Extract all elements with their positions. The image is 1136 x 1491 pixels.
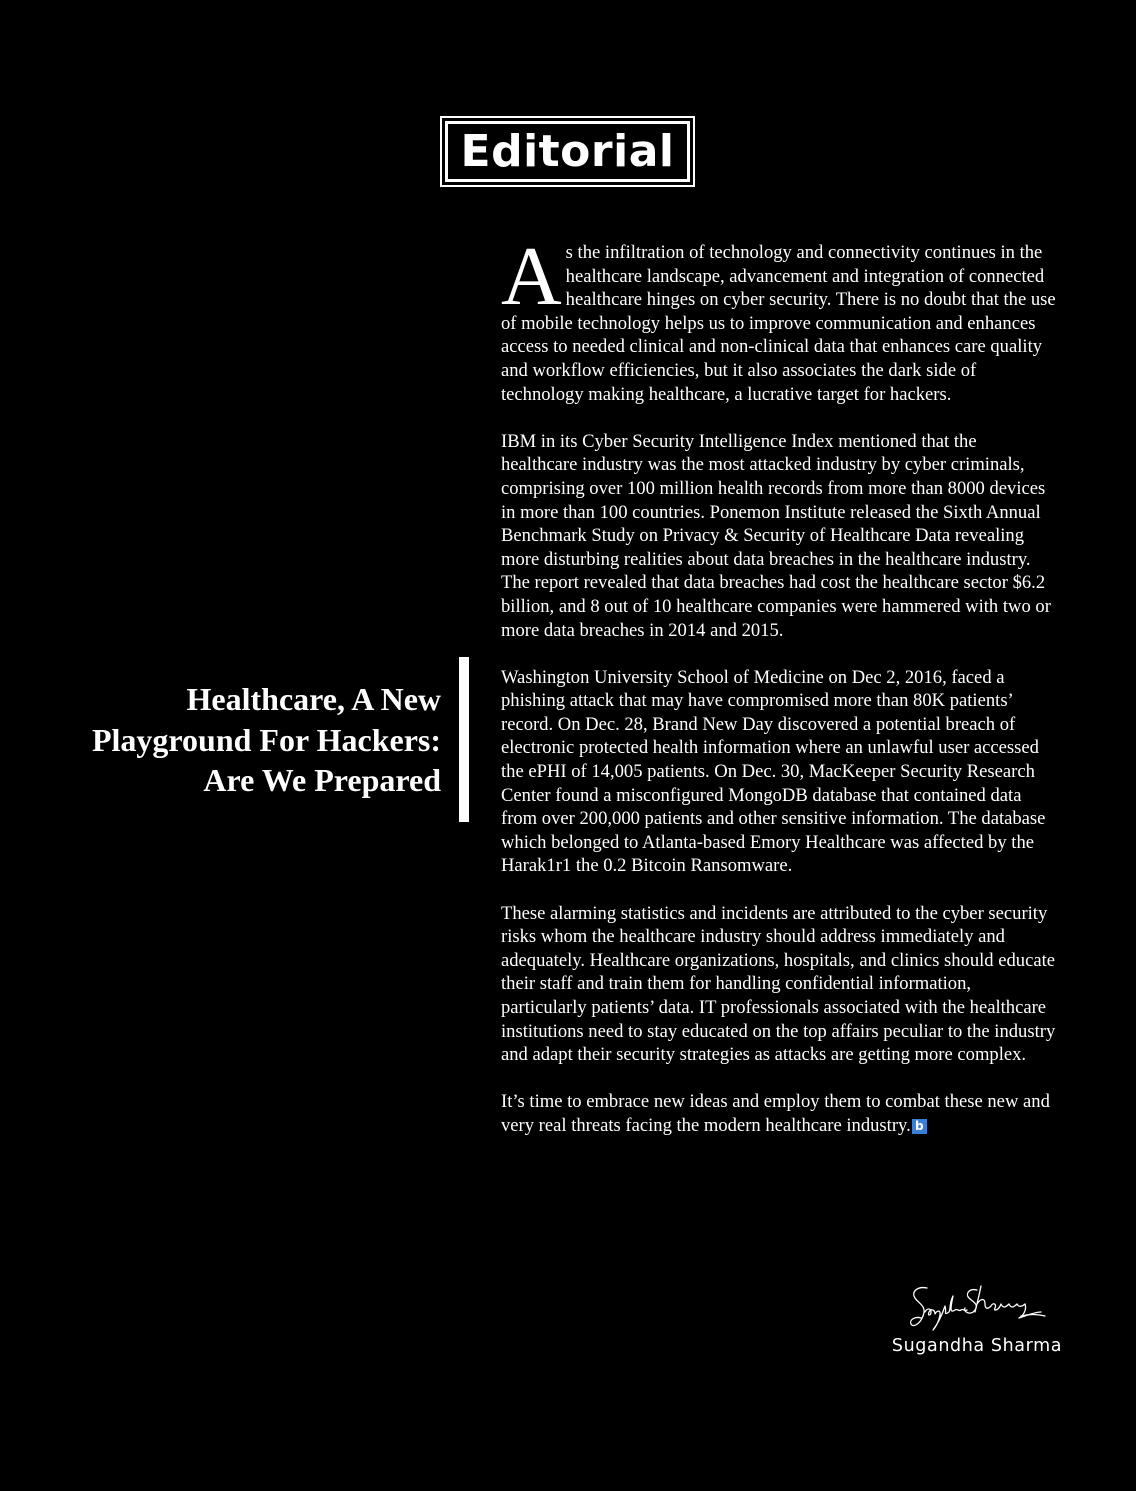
paragraph-5-text: It’s time to embrace new ideas and employ them to combat these new and very real threats facing the modern healthcare industry. — [501, 1091, 1050, 1136]
article-paragraph-3: Washington University School of Medicine on Dec 2, 2016, faced a phishing attack that may have compromised more than 80K patients’ record. On Dec. 28, Brand New Day discovered a potential breach of electronic protected health information where an unlawful user accessed the ePHI of 14,005 patients. On Dec. 30, MacKeeper Security Research Center found a misconfigured MongoDB database that contained data from over 200,000 patients and other sensitive information. The database which belonged to Atlanta-based Emory Healthcare was affected by the Harak1r1 the 0.2 Bitcoin Ransomware. — [501, 666, 1046, 877]
headline-line-1: Healthcare, A New — [186, 681, 441, 717]
article-body — [501, 230, 1056, 1161]
headline-divider-bar — [459, 657, 469, 822]
section-title: Editorial — [460, 125, 675, 177]
editorial-header-inner-frame — [445, 121, 690, 182]
editorial-header-frame — [440, 116, 695, 187]
paragraph-1-text: s the infiltration of technology and connectivity continues in the healthcare landscape, advancement and integration of connected healthcare hinges on cyber security. There is no doubt that the use of mobile technology helps us to improve communication and enhances access to needed clinical and non-clinical data that enhances care quality and workflow efficiencies, but it also associates the dark side of technology making healthcare, a lucrative target for hackers. — [501, 242, 1056, 405]
article-paragraph-1 — [501, 230, 1056, 406]
article-paragraph-4: These alarming statistics and incidents are attributed to the cyber security risks whom the healthcare industry should address immediately and adequately. Healthcare organizations, hospitals, and clinics should educate their staff and train them for handling confidential information, particularly patients’ data. IT professionals associated with the healthcare institutions need to stay educated on the top affairs peculiar to the industry and adapt their security strategies as attacks are getting more complex. — [501, 902, 1056, 1066]
article-paragraph-5 — [501, 1090, 1056, 1137]
article-headline — [40, 679, 441, 801]
end-of-article-icon: b — [912, 1119, 927, 1134]
drop-cap: A — [501, 230, 562, 323]
author-name: Sugandha Sharma — [891, 1336, 1063, 1356]
headline-line-2: Playground For Hackers: — [91, 721, 441, 758]
signature-icon — [905, 1282, 1050, 1337]
headline-line-3: Are We Prepared — [203, 762, 441, 798]
article-paragraph-2: IBM in its Cyber Security Intelligence Index mentioned that the healthcare industry was the most attacked industry by cyber criminals, comprising over 100 million health records from more than 8000 devices in more than 100 countries. Ponemon Institute released the Sixth Annual Benchmark Study on Privacy & Security of Healthcare Data revealing more disturbing realities about data breaches in the healthcare industry. The report revealed that data breaches had cost the healthcare sector $6.2 billion, and 8 out of 10 healthcare companies were hammered with two or more data breaches in 2014 and 2015. — [501, 430, 1051, 641]
